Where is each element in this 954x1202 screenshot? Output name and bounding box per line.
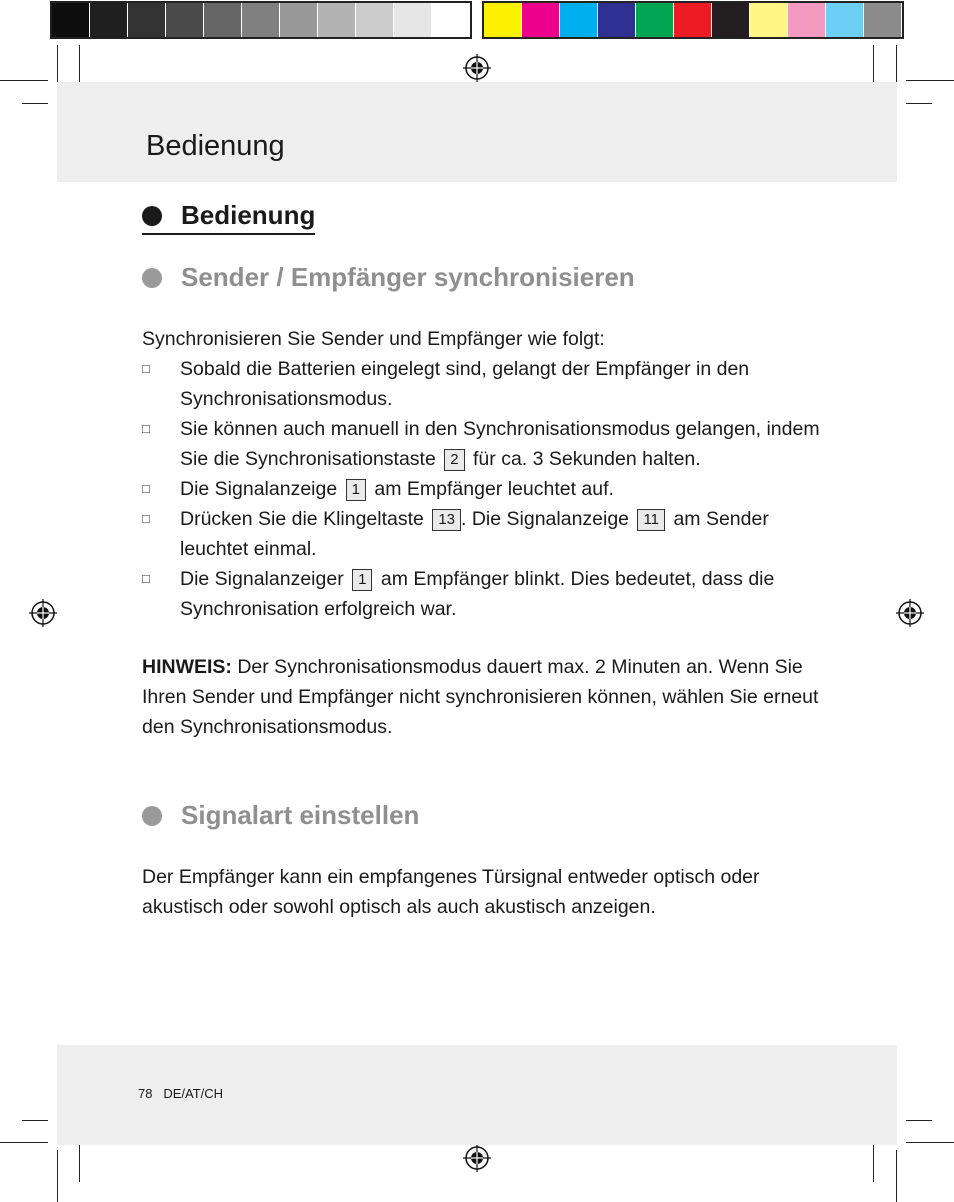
checkbox-bullet-icon: □ [142,481,150,496]
crop-mark [22,1120,48,1121]
color-swatch [598,3,636,37]
part-reference-badge: 1 [346,479,366,501]
crop-mark [57,1150,58,1202]
part-reference-badge: 1 [352,569,372,591]
list-item-text [180,474,822,504]
list-item-text: Sobald die Batterien eingelegt sind, gelangt der Empfänger in den Synchronisationsmodus. [180,358,750,410]
note-label: HINWEIS: [142,656,232,678]
color-swatch [204,3,242,37]
color-swatch [712,3,750,37]
color-swatch [826,3,864,37]
bullet-dot-icon [142,206,162,226]
section-heading-label: Signalart einstellen [181,800,420,830]
text-segment: Die Signalanzeige [180,478,338,500]
crop-mark [906,103,932,104]
list-item [142,354,822,414]
color-swatch [242,3,280,37]
part-reference-badge: 11 [637,509,665,531]
color-swatch [674,3,712,37]
registration-mark-icon [895,598,925,628]
color-swatch [432,3,470,37]
crop-mark [896,1150,897,1202]
registration-mark-icon [462,53,492,83]
color-swatch [636,3,674,37]
list-item-text [180,564,822,624]
color-swatch [522,3,560,37]
grayscale-calibration-bar [50,1,472,39]
color-swatch [166,3,204,37]
crop-mark [906,1120,932,1121]
color-swatch [560,3,598,37]
list-item [142,414,822,474]
section-heading-signal [142,800,419,831]
text-segment: . Die Signalanzeige [461,508,630,530]
registration-mark-icon [462,1143,492,1173]
sync-intro: Synchronisieren Sie Sender und Empfänger wie folgt: [142,328,605,350]
crop-mark [0,1142,48,1143]
note-paragraph [142,652,822,742]
page-footer [138,1086,223,1101]
section-heading-active [142,200,315,235]
crop-mark [79,1140,80,1182]
crop-mark [0,80,48,81]
list-item-text [180,414,822,474]
list-item [142,564,822,624]
section-heading-sync [142,262,635,293]
color-swatch [864,3,902,37]
sync-steps-list [142,354,822,624]
list-item-text [180,504,822,564]
color-swatch [394,3,432,37]
color-swatch [128,3,166,37]
color-swatch [318,3,356,37]
crop-mark [906,80,954,81]
list-item [142,504,822,564]
note-text: Der Synchronisationsmodus dauert max. 2 Minuten an. Wenn Sie Ihren Sender und Empfänger nicht synchronisieren können, wählen Sie erneut den Synchronisationsmodus. [142,656,819,738]
page-number: 78 [138,1086,153,1101]
checkbox-bullet-icon: □ [142,511,150,526]
crop-mark [873,45,874,85]
page-title: Bedienung [146,130,285,162]
signal-paragraph: Der Empfänger kann ein empfangenes Türsignal entweder optisch oder akustisch oder sowohl optisch als auch akustisch anzeigen. [142,866,760,918]
text-segment: Die Signalanzeiger [180,568,344,590]
text-segment: für ca. 3 Sekunden halten. [473,448,701,470]
bullet-dot-icon [142,806,162,826]
checkbox-bullet-icon: □ [142,361,150,376]
text-segment: am Empfänger blinkt. Dies bedeutet, dass die Synchronisation erfolgreich war. [180,568,775,620]
bullet-dot-icon [142,268,162,288]
crop-mark [79,45,80,85]
crop-mark [906,1142,954,1143]
section-heading-label: Sender / Empfänger synchronisieren [181,262,635,292]
color-swatch [788,3,826,37]
checkbox-bullet-icon: □ [142,571,150,586]
color-calibration-bar [482,1,904,39]
color-swatch [750,3,788,37]
color-swatch [484,3,522,37]
color-swatch [90,3,128,37]
crop-mark [896,45,897,85]
color-swatch [280,3,318,37]
text-segment: am Empfänger leuchtet auf. [374,478,614,500]
part-reference-badge: 2 [444,449,464,471]
color-swatch [52,3,90,37]
section-heading-label: Bedienung [181,200,316,230]
list-item [142,474,822,504]
text-segment: Drücken Sie die Klingeltaste [180,508,424,530]
color-swatch [356,3,394,37]
part-reference-badge: 13 [432,509,461,531]
crop-mark [57,45,58,85]
crop-mark [22,103,48,104]
text-segment: Sie können auch manuell in den Synchronisationsmodus gelangen, indem Sie die Synchronisationstaste [180,418,820,470]
checkbox-bullet-icon: □ [142,421,150,436]
crop-mark [873,1140,874,1182]
region-code: DE/AT/CH [163,1086,224,1101]
text-segment: am Sender leuchtet einmal. [180,508,769,560]
registration-mark-icon [28,598,58,628]
